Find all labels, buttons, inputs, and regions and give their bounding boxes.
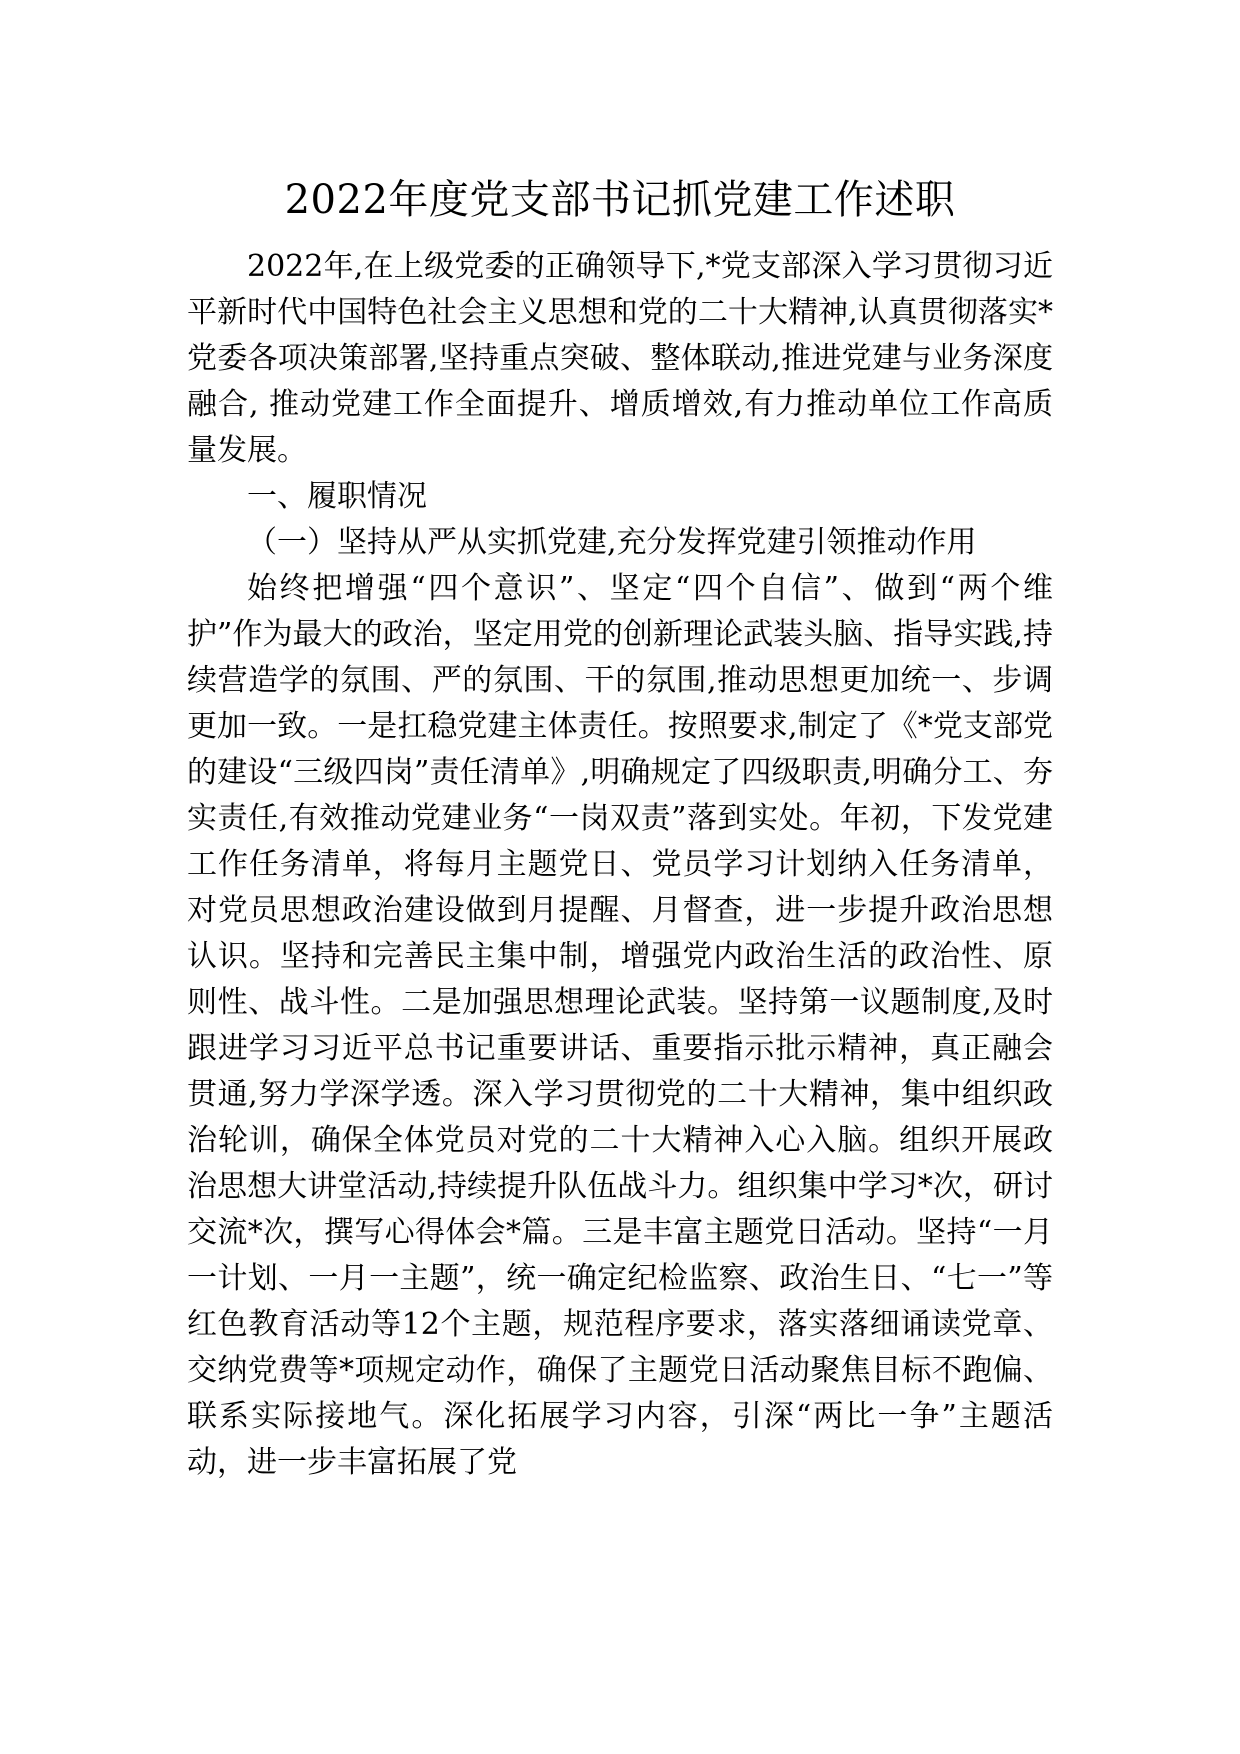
document-body bbox=[187, 168, 1053, 1486]
section-heading-performance: 一、履职情况 bbox=[247, 479, 427, 514]
body-paragraph: 始终把增强“四个意识”、坚定“四个自信”、做到“两个维护”作为最大的政治，坚定用党的创新理论武装头脑、指导实践,持续营造学的氛围、严的氛围、干的氛围,推动思想更加统一、步调更加一致。一是扛稳党建主体责任。按照要求,制定了《*党支部党的建设“三级四岗”责任清单》,明确规定了四级职责,明确分工、夯实责任,有效推动党建业务“一岗双责”落到实处。年初，下发党建工作任务清单，将每月主题党日、党员学习计划纳入任务清单，对党员思想政治建设做到月提醒、月督查，进一步提升政治思想认识。坚持和完善民主集中制，增强党内政治生活的政治性、原则性、战斗性。二是加强思想理论武装。坚持第一议题制度,及时跟进学习习近平总书记重要讲话、重要指示批示精神，真正融会贯通,努力学深学透。深入学习贯彻党的二十大精神，集中组织政治轮训，确保全体党员对党的二十大精神入心入脑。组织开展政治思想大讲堂活动,持续提升队伍战斗力。组织集中学习*次，研讨交流*次，撰写心得体会*篇。三是丰富主题党日活动。坚持“一月一计划、一月一主题”，统一确定纪检监察、政治生日、“七一”等红色教育活动等12个主题，规范程序要求，落实落细诵读党章、交纳党费等*项规定动作，确保了主题党日活动聚焦目标不跑偏、联系实际接地气。深化拓展学习内容，引深“两比一争”主题活动，进一步丰富拓展了党 bbox=[187, 571, 1053, 1480]
intro-paragraph: 2022年,在上级党委的正确领导下,*党支部深入学习贯彻习近平新时代中国特色社会主义思想和党的二十大精神,认真贯彻落实*党委各项决策部署,坚持重点突破、整体联动,推进党建与业务深度融合, 推动党建工作全面提升、增质增效,有力推动单位工作高质量发展。 bbox=[187, 249, 1053, 468]
document-title: 2022年度党支部书记抓党建工作述职 bbox=[284, 177, 956, 223]
subsection-heading-party-building: （一）坚持从严从实抓党建,充分发挥党建引领推动作用 bbox=[247, 525, 977, 560]
